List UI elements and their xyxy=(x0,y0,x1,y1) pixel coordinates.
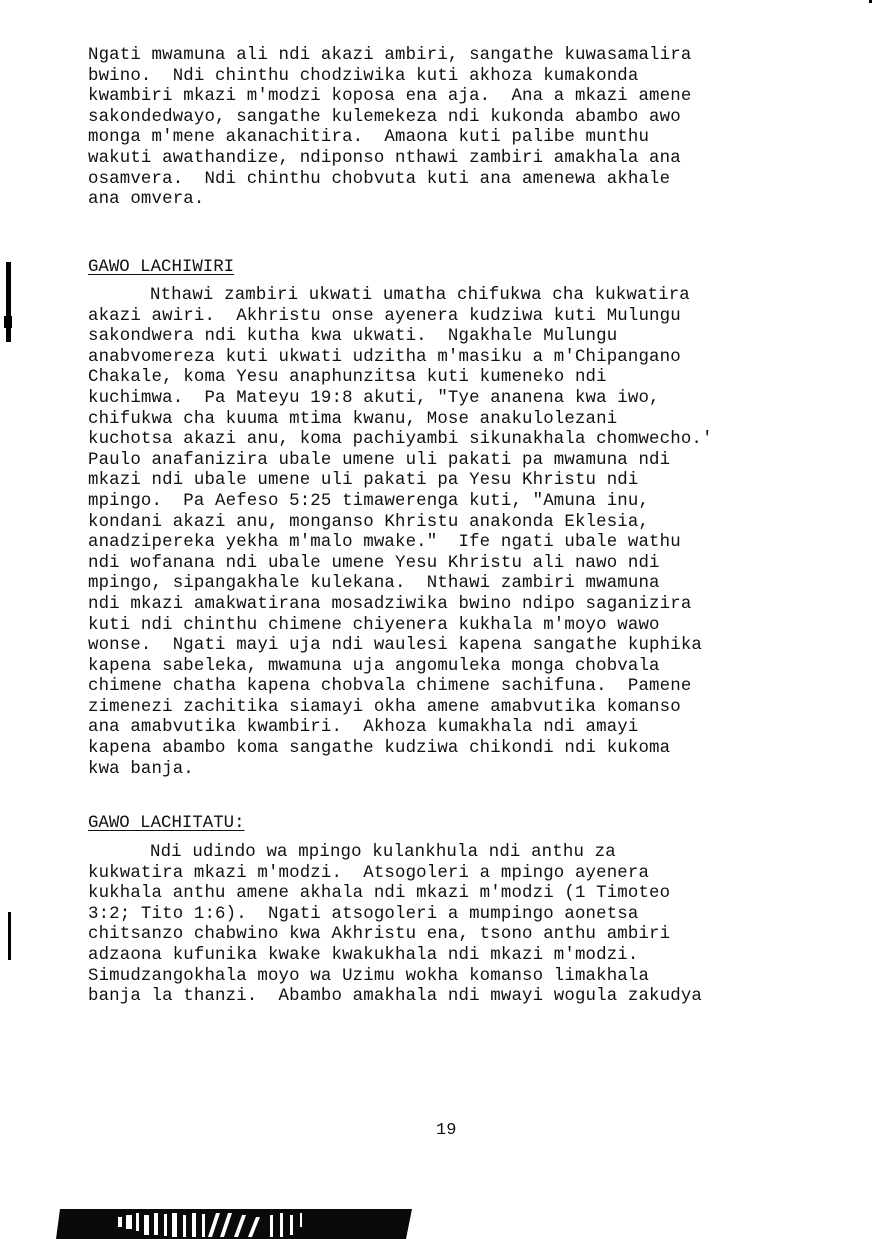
text-line: chitsanzo chabwino kwa Akhristu ena, tsono anthu ambiri xyxy=(88,925,671,945)
text-line: anadzipereka yekha m'malo mwake." Ife ngati ubale wathu xyxy=(88,533,681,553)
text-line: kukwatira mkazi m'modzi. Atsogoleri a mpingo ayenera xyxy=(88,863,650,883)
text-line: mpingo. Pa Aefeso 5:25 timawerenga kuti, "Amuna inu, xyxy=(88,491,650,511)
intro-paragraph xyxy=(88,46,828,211)
text-line: monga m'mene akanachitira. Amaona kuti palibe munthu xyxy=(88,128,650,148)
section-heading-gawo-lachitatu: GAWO LACHITATU: xyxy=(88,814,245,833)
text-line: kuchotsa akazi anu, koma pachiyambi sikunakhala chomwecho.' xyxy=(88,430,713,450)
text-line: kwambiri mkazi m'modzi koposa ena aja. Ana a mkazi amene xyxy=(88,87,692,107)
text-line: mkazi ndi ubale umene uli pakati pa Yesu Khristu ndi xyxy=(88,471,639,491)
text-line: ana omvera. xyxy=(88,190,205,210)
text-line: bwino. Ndi chinthu chodziwika kuti akhoza kumakonda xyxy=(88,66,639,86)
text-line: sakondwera ndi kutha kwa ukwati. Ngakhale Mulungu xyxy=(88,327,618,347)
text-line: Nthawi zambiri ukwati umatha chifukwa cha kukwatira xyxy=(150,286,690,305)
text-line: ana amabvutika kwambiri. Akhoza kumakhala ndi amayi xyxy=(88,718,639,738)
section-two-paragraph xyxy=(88,286,828,780)
page-number: 19 xyxy=(436,1121,457,1140)
text-line: akazi awiri. Akhristu onse ayenera kudziwa kuti Mulungu xyxy=(88,306,681,326)
text-line: kapena abambo koma sangathe kudziwa chikondi ndi kukoma xyxy=(88,739,671,759)
text-line: kuchimwa. Pa Mateyu 19:8 akuti, "Tye ananena kwa iwo, xyxy=(88,388,660,408)
text-line: wonse. Ngati mayi uja ndi waulesi kapena sangathe kuphika xyxy=(88,636,702,656)
section-heading-gawo-lachiwiri: GAWO LACHIWIRI xyxy=(88,258,235,277)
text-line: ndi mkazi amakwatirana mosadziwika bwino ndipo saganizira xyxy=(88,594,692,614)
text-line: anabvomereza kuti ukwati udzitha m'masiku a m'Chipangano xyxy=(88,347,681,367)
text-line: mpingo, sipangakhale kulekana. Nthawi zambiri mwamuna xyxy=(88,574,660,594)
text-line: banja la thanzi. Abambo amakhala ndi mwayi wogula zakudya xyxy=(88,987,702,1007)
text-line: ndi wofanana ndi ubale umene Yesu Khristu ali nawo ndi xyxy=(88,553,660,573)
text-line: kukhala anthu amene akhala ndi mkazi m'modzi (1 Timoteo xyxy=(88,884,671,904)
text-line: Paulo anafanizira ubale umene uli pakati pa mwamuna ndi xyxy=(88,450,671,470)
text-line: Simudzangokhala moyo wa Uzimu wokha komanso limakhala xyxy=(88,966,650,986)
text-line: zimenezi zachitika siamayi okha amene amabvutika komanso xyxy=(88,697,681,717)
margin-mark-top-tail xyxy=(4,316,12,328)
text-line: osamvera. Ndi chinthu chobvuta kuti ana amenewa akhale xyxy=(88,169,671,189)
margin-mark-bottom xyxy=(8,912,11,960)
text-line: wakuti awathandize, ndiponso nthawi zambiri amakhala ana xyxy=(88,148,681,168)
margin-mark-top xyxy=(6,262,11,342)
text-line: Ngati mwamuna ali ndi akazi ambiri, sangathe kuwasamalira xyxy=(88,46,692,65)
section-three-paragraph xyxy=(88,843,828,1008)
text-line: kapena sabeleka, mwamuna uja angomuleka monga chobvala xyxy=(88,656,660,676)
text-line: Chakale, koma Yesu anaphunzitsa kuti kumeneko ndi xyxy=(88,368,607,388)
text-line: kuti ndi chinthu chimene chiyenera kukhala m'moyo wawo xyxy=(88,615,660,635)
text-line: sakondedwayo, sangathe kulemekeza ndi kukonda abambo awo xyxy=(88,107,681,127)
text-line: 3:2; Tito 1:6). Ngati atsogoleri a mumpingo aonetsa xyxy=(88,904,639,924)
text-line: Ndi udindo wa mpingo kulankhula ndi anthu za xyxy=(150,843,616,862)
text-line: chimene chatha kapena chobvala chimene sachifuna. Pamene xyxy=(88,677,692,697)
text-line: kondani akazi anu, monganso Khristu anakonda Eklesia, xyxy=(88,512,650,532)
text-line: adzaona kufunika kwake kwakukhala ndi mkazi m'modzi. xyxy=(88,945,639,965)
text-line: kwa banja. xyxy=(88,759,194,779)
scan-artifact-strip-icon xyxy=(56,1205,416,1239)
text-line: chifukwa cha kuuma mtima kwanu, Mose anakulolezani xyxy=(88,409,618,429)
